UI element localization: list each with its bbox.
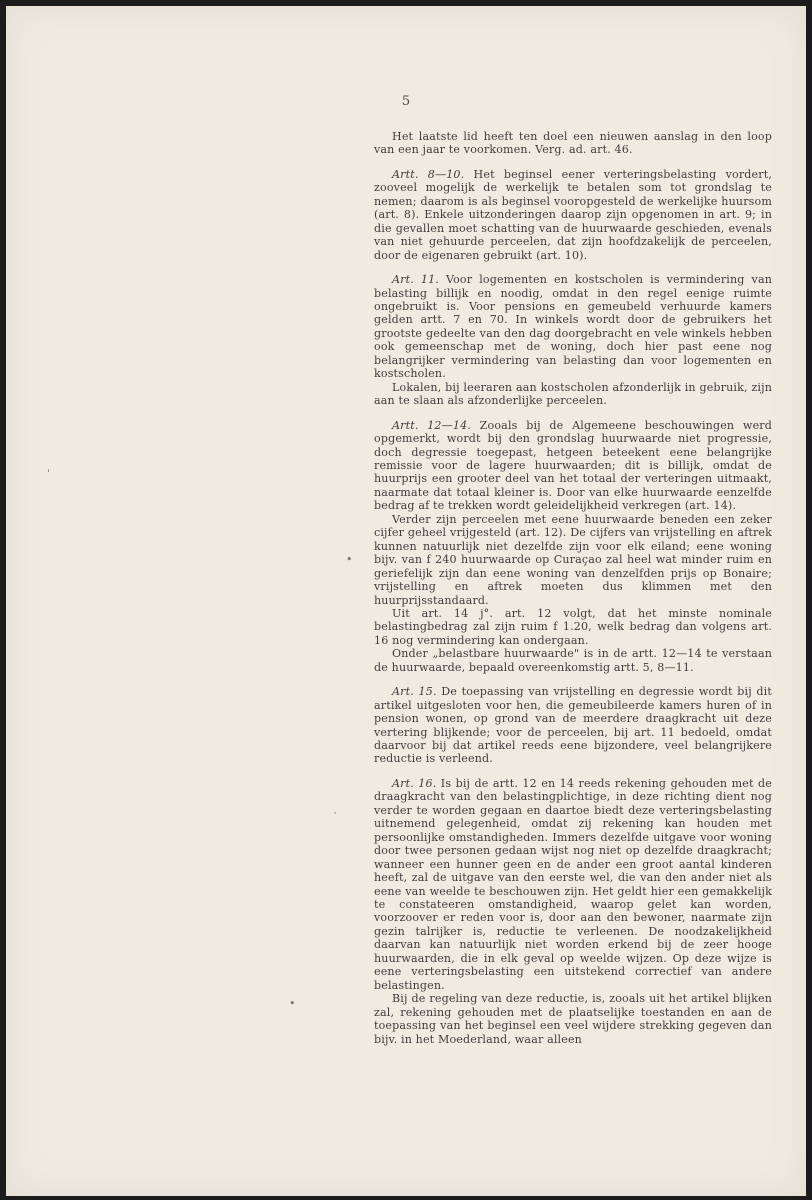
- paragraph: [374, 513, 772, 607]
- paragraph-text: Verder zijn perceelen met eene huurwaarde beneden een zeker cijfer geheel vrijgesteld (art. 12). De cijfers van vrijstelling en aftrek kunnen natuurlijk niet dezelfde zijn voor elk eiland; eene woning bijv. van f 240 huurwaarde op Curaçao zal heel wat minder ruim en geriefelijk zijn dan eene woning van denzelfden prijs op Bonaire; vrijstelling en aftrek moeten dus klimmen met den huurprijsstandaard.: [374, 512, 772, 607]
- paragraph: [374, 777, 772, 992]
- paragraph: [374, 419, 772, 513]
- paragraph-text: Is bij de artt. 12 en 14 reeds rekening gehouden met de draagkracht van den belastingplichtige, in deze richting dient nog verder te worden gegaan en daartoe biedt deze verteringsbelasting uitnemend gelegenheid, omdat zij rekening kan houden met persoonlijke omstandigheden. Immers dezelfde uitgave voor woning door twee personen gedaan wijst nog niet op dezelfde draagkracht; wanneer een hunner geen en de ander een groot aantal kinderen heeft, zal de uitgave van den eerste wel, die van den ander niet als eene van weelde te beschouwen zijn. Het geldt hier een gemakkelijk te constateeren omstandigheid, waarop gelet kan worden, voorzoover er reden voor is, door aan den bewoner, naarmate zijn gezin talrijker is, reductie te verleenen. De noodzakelijkheid daarvan kan natuurlijk niet worden erkend bij de zeer hooge huurwaarden, die in elk geval op weelde wijzen. Op deze wijze is eene verteringsbelasting een uitstekend correctief van andere belastingen.: [374, 776, 772, 992]
- article-reference: Art. 11.: [392, 273, 439, 287]
- paragraph: [374, 607, 772, 647]
- body-text: [374, 130, 772, 1046]
- article-reference: Artt. 12—14.: [392, 418, 471, 432]
- paragraph: [374, 381, 772, 408]
- paragraph: [374, 130, 772, 157]
- paragraph: [374, 273, 772, 381]
- article-reference: Art. 16.: [392, 776, 437, 790]
- paragraph: [374, 685, 772, 766]
- paragraph-text: Voor logementen en kostscholen is vermindering van belasting billijk en noodig, omdat in den regel eenige ruimte ongebruikt is. Voor pensions en gemeubeld verhuurde kamers gelden artt. 7 en 70. In winkels wordt door de gebruikers het grootste gedeelte van den dag doorgebracht en vele winkels hebben ook gemeenschap met de woning, doch hier past eene nog belangrijker vermindering van belasting dan voor logementen en kostscholen.: [374, 273, 773, 381]
- margin-mark: •: [289, 997, 296, 1010]
- article-reference: Artt. 8—10.: [392, 167, 465, 181]
- page-number: 5: [401, 94, 411, 109]
- paragraph-text: Het beginsel eener verteringsbelasting vordert, zooveel mogelijk de werkelijk te betalen som tot grondslag te nemen; daarom is als beginsel vooropgesteld de werkelijke huursom (art. 8). Enkele uitzonderingen daarop zijn opgenomen in art. 9; in die gevallen moet schatting van de huurwaarde geschieden, evenals van niet gehuurde perceelen, dat zijn hoofdzakelijk de perceelen, door de eigenaren gebruikt (art. 10).: [374, 167, 772, 262]
- paragraph-text: Onder „belastbare huurwaarde" is in de artt. 12—14 te verstaan de huurwaarde, bepaald overeenkomstig artt. 5, 8—11.: [374, 647, 772, 674]
- margin-mark: ˈ: [47, 468, 51, 481]
- margin-mark: •: [346, 553, 353, 566]
- paragraph-text: De toepassing van vrijstelling en degressie wordt bij dit artikel uitgesloten voor hen, die gemeubileerde kamers huren of in pension wonen, op grond van de meerdere draagkracht uit deze vertering blijkende; voor de perceelen, bij art. 11 bedoeld, omdat daarvoor bij dat artikel reeds eene bijzondere, veel belangrijkere reductie is verleend.: [374, 685, 772, 766]
- paragraph-text: Uit art. 14 j°. art. 12 volgt, dat het minste nominale belastingbedrag zal zijn ruim f 1.20, welk bedrag dan volgens art. 16 nog vermindering kan ondergaan.: [374, 606, 772, 647]
- paragraph: [374, 647, 772, 674]
- paragraph: [374, 168, 772, 262]
- paragraph-text: Zooals bij de Algemeene beschouwingen werd opgemerkt, wordt bij den grondslag huurwaarde niet progressie, doch degressie toegepast, hetgeen beteekent eene belangrijke remissie voor de lagere huurwaarden; dit is billijk, omdat de huurprijs een grooter deel van het totaal der verteringen uitmaakt, naarmate dat totaal kleiner is. Door van elke huurwaarde eenzelfde bedrag af te trekken wordt geleidelijkheid verkregen (art. 14).: [374, 418, 772, 513]
- paragraph-text: Lokalen, bij leeraren aan kostscholen afzonderlijk in gebruik, zijn aan te slaan als afzonderlijke perceelen.: [374, 380, 772, 408]
- paragraph-text: Bij de regeling van deze reductie, is, zooals uit het artikel blijken zal, rekening gehouden met de plaatselijke toestanden en aan de toepassing van het beginsel een veel wijdere strekking gegeven dan bijv. in het Moederland, waar alleen: [374, 992, 772, 1046]
- document-page: [6, 6, 806, 1196]
- paragraph: [374, 992, 772, 1046]
- margin-mark: ˋ: [333, 811, 339, 824]
- paragraph-text: Het laatste lid heeft ten doel een nieuwen aanslag in den loop van een jaar te voorkomen. Verg. ad. art. 46.: [374, 130, 772, 157]
- article-reference: Art. 15.: [392, 685, 437, 699]
